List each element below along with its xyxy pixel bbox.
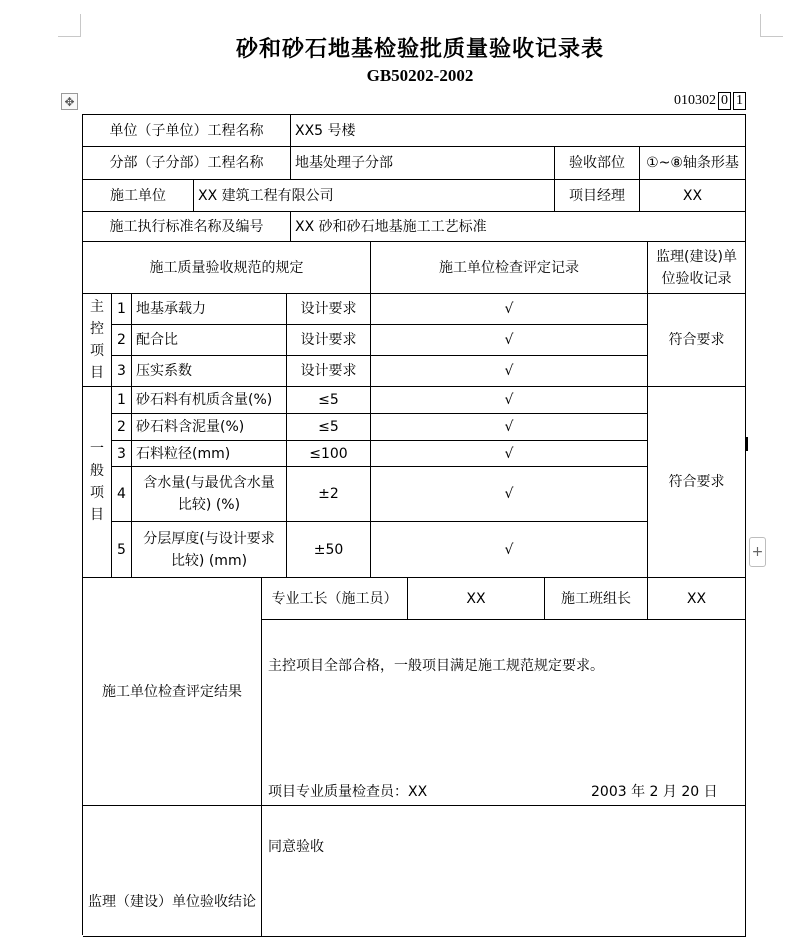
general-item-3-name: 石料粒径(mm): [132, 441, 287, 467]
form-code: [674, 92, 746, 110]
general-label-char: 目: [90, 507, 104, 523]
general-item-1-name: 砂石料有机质含量(%): [132, 387, 287, 414]
general-item-5-name-line-1: 分层厚度(与设计要求: [143, 530, 275, 547]
inspection-date: 2003 年 2 月 20 日: [591, 784, 718, 800]
main-item-3-check: √: [371, 356, 648, 387]
general-item-5-no: 5: [112, 522, 132, 578]
standard-value: XX 砂和砂石地基施工工艺标准: [291, 212, 746, 242]
general-item-3-requirement: ≤100: [287, 441, 371, 467]
general-item-4-name-line-2: 比较) (%): [177, 497, 241, 513]
general-item-3-check: √: [371, 441, 648, 467]
add-row-plus-icon[interactable]: +: [749, 537, 766, 567]
main-control-result: 符合要求: [648, 294, 746, 387]
main-control-section-label: [83, 294, 112, 387]
project-manager-value: XX: [640, 180, 746, 212]
subunit-name-value: 地基处理子分部: [291, 147, 555, 180]
construction-result-label: 施工单位检查评定结果: [83, 578, 262, 806]
general-section-label: [83, 387, 112, 578]
general-item-5-requirement: ±50: [287, 522, 371, 578]
general-item-1-check: √: [371, 387, 648, 414]
form-code-box-1: 0: [718, 92, 731, 110]
supervision-conclusion-box: [262, 806, 746, 937]
main-item-3-name: 压实系数: [132, 356, 287, 387]
general-item-4-check: √: [371, 467, 648, 522]
general-item-2-name: 砂石料含泥量(%): [132, 414, 287, 441]
main-item-3-no: 3: [112, 356, 132, 387]
acceptance-part-value: ①~⑧轴条形基: [640, 147, 746, 180]
table-move-handle-icon[interactable]: ✥: [61, 93, 78, 110]
column-header-record: 施工单位检查评定记录: [371, 242, 648, 294]
main-item-1-no: 1: [112, 294, 132, 325]
main-item-3-requirement: 设计要求: [287, 356, 371, 387]
general-item-4-name-line-1: 含水量(与最优含水量: [143, 475, 275, 491]
main-item-2-check: √: [371, 325, 648, 356]
contractor-label: 施工单位: [83, 180, 194, 212]
construction-result-box: [262, 620, 746, 806]
team-leader-value: XX: [648, 578, 746, 620]
foreman-label: 专业工长（施工员）: [262, 578, 408, 620]
main-item-2-no: 2: [112, 325, 132, 356]
general-item-2-no: 2: [112, 414, 132, 441]
subunit-name-label: 分部（子分部）工程名称: [83, 147, 291, 180]
main-item-1-name: 地基承载力: [132, 294, 287, 325]
standard-label: 施工执行标准名称及编号: [83, 212, 291, 242]
acceptance-part-label: 验收部位: [555, 147, 640, 180]
column-header-supervision: [648, 242, 746, 294]
main-control-label-char: 项: [90, 343, 104, 359]
text-cursor: [745, 437, 748, 451]
main-control-label-char: 控: [90, 321, 104, 337]
unit-name-value: XX5 号楼: [291, 115, 746, 147]
construction-result-comment: 主控项目全部合格，一般项目满足施工规范规定要求。: [268, 658, 604, 674]
column-header-supervision-line-1: 监理(建设)单: [656, 248, 737, 265]
general-item-4-name: [132, 467, 287, 522]
main-item-2-requirement: 设计要求: [287, 325, 371, 356]
document-subtitle: GB50202-2002: [366, 66, 474, 85]
main-item-1-check: √: [371, 294, 648, 325]
general-item-1-requirement: ≤5: [287, 387, 371, 414]
column-header-spec: 施工质量验收规范的规定: [83, 242, 371, 294]
general-item-5-check: √: [371, 522, 648, 578]
document-title: 砂和砂石地基检验批质量验收记录表: [235, 36, 604, 62]
general-label-char: 项: [90, 485, 104, 501]
acceptance-form-table: [82, 114, 746, 935]
general-label-char: 般: [90, 463, 104, 479]
main-item-2-name: 配合比: [132, 325, 287, 356]
general-item-3-no: 3: [112, 441, 132, 467]
form-code-box-2: 1: [733, 92, 746, 110]
general-item-2-check: √: [371, 414, 648, 441]
quality-inspector: 项目专业质量检查员：XX: [268, 784, 428, 800]
supervision-conclusion-comment: 同意验收: [268, 839, 324, 855]
team-leader-label: 施工班组长: [545, 578, 648, 620]
unit-name-label: 单位（子单位）工程名称: [83, 115, 291, 147]
general-result: 符合要求: [648, 387, 746, 578]
main-item-1-requirement: 设计要求: [287, 294, 371, 325]
column-header-supervision-line-2: 位验收记录: [661, 270, 732, 287]
foreman-value: XX: [408, 578, 545, 620]
general-item-5-name: [132, 522, 287, 578]
contractor-value: XX 建筑工程有限公司: [194, 180, 555, 212]
project-manager-label: 项目经理: [555, 180, 640, 212]
general-label-char: 一: [90, 441, 104, 457]
general-item-4-no: 4: [112, 467, 132, 522]
main-control-label-char: 目: [90, 365, 104, 381]
general-item-5-name-line-2: 比较) (mm): [170, 552, 248, 569]
supervision-conclusion-label: 监理（建设）单位验收结论: [83, 806, 262, 937]
form-code-prefix: 010302: [674, 93, 716, 108]
general-item-1-no: 1: [112, 387, 132, 414]
general-item-4-requirement: ±2: [287, 467, 371, 522]
general-item-2-requirement: ≤5: [287, 414, 371, 441]
main-control-label-char: 主: [90, 299, 104, 315]
